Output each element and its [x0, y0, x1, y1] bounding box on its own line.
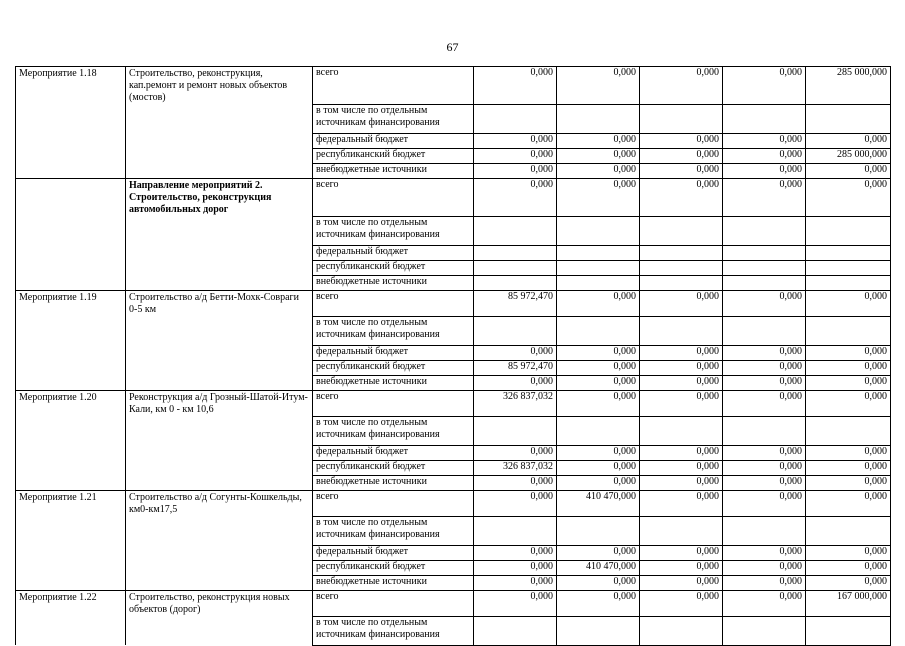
- measure-name-cell: [126, 475, 313, 491]
- amount-cell: 0,000: [557, 445, 640, 460]
- funding-source-label: в том числе по отдельным источникам финансирования: [313, 616, 474, 645]
- amount-cell: 0,000: [723, 445, 806, 460]
- amount-cell: 0,000: [557, 391, 640, 417]
- measure-name-cell: [126, 416, 313, 445]
- table-row: [16, 216, 891, 245]
- amount-cell: [806, 275, 891, 291]
- funding-source-label: республиканский бюджет: [313, 560, 474, 575]
- table-row: [16, 575, 891, 591]
- amount-cell: [640, 416, 723, 445]
- amount-cell: [806, 416, 891, 445]
- table-row: [16, 616, 891, 645]
- amount-cell: 0,000: [723, 575, 806, 591]
- amount-cell: 0,000: [723, 475, 806, 491]
- amount-cell: [640, 104, 723, 133]
- amount-cell: [806, 516, 891, 545]
- amount-cell: 0,000: [557, 475, 640, 491]
- table-row: [16, 475, 891, 491]
- measure-name-cell: [126, 460, 313, 475]
- amount-cell: 0,000: [640, 575, 723, 591]
- table-row: [16, 545, 891, 560]
- amount-cell: [474, 516, 557, 545]
- measure-code: [16, 179, 126, 217]
- amount-cell: [557, 316, 640, 345]
- funding-source-label: внебюджетные источники: [313, 275, 474, 291]
- amount-cell: 0,000: [640, 163, 723, 179]
- amount-cell: 0,000: [806, 345, 891, 360]
- measure-code: Мероприятие 1.18: [16, 67, 126, 105]
- table-row: [16, 516, 891, 545]
- funding-source-label: всего: [313, 391, 474, 417]
- measure-name: Строительство а/д Бетти-Мохк-Совраги 0-5 км: [126, 291, 313, 317]
- amount-cell: 0,000: [640, 133, 723, 148]
- measure-code-cell: [16, 148, 126, 163]
- measure-name-cell: [126, 616, 313, 645]
- funding-source-label: внебюджетные источники: [313, 575, 474, 591]
- amount-cell: 0,000: [806, 360, 891, 375]
- measure-code-cell: [16, 316, 126, 345]
- amount-cell: 0,000: [806, 133, 891, 148]
- amount-cell: [806, 104, 891, 133]
- funding-source-label: республиканский бюджет: [313, 260, 474, 275]
- amount-cell: [640, 216, 723, 245]
- amount-cell: 0,000: [474, 475, 557, 491]
- measure-code-cell: [16, 260, 126, 275]
- measure-name-cell: [126, 560, 313, 575]
- amount-cell: [640, 275, 723, 291]
- measure-name-cell: [126, 445, 313, 460]
- funding-source-label: всего: [313, 67, 474, 105]
- amount-cell: [474, 104, 557, 133]
- amount-cell: 0,000: [474, 560, 557, 575]
- amount-cell: 0,000: [474, 163, 557, 179]
- measure-name: Строительство, реконструкция новых объектов (дорог): [126, 591, 313, 617]
- funding-source-label: федеральный бюджет: [313, 133, 474, 148]
- amount-cell: [723, 245, 806, 260]
- measure-code-cell: [16, 616, 126, 645]
- amount-cell: 0,000: [640, 345, 723, 360]
- table-row: [16, 591, 891, 617]
- amount-cell: 0,000: [474, 445, 557, 460]
- amount-cell: 0,000: [557, 345, 640, 360]
- measure-name-cell: [126, 133, 313, 148]
- measure-name-cell: [126, 545, 313, 560]
- amount-cell: [557, 516, 640, 545]
- amount-cell: [640, 260, 723, 275]
- amount-cell: [806, 616, 891, 645]
- amount-cell: 0,000: [723, 179, 806, 217]
- amount-cell: 0,000: [723, 460, 806, 475]
- amount-cell: 0,000: [640, 375, 723, 391]
- table-row: [16, 291, 891, 317]
- amount-cell: [557, 416, 640, 445]
- amount-cell: 85 972,470: [474, 291, 557, 317]
- funding-source-label: федеральный бюджет: [313, 545, 474, 560]
- amount-cell: 0,000: [723, 345, 806, 360]
- amount-cell: [640, 516, 723, 545]
- amount-cell: 0,000: [557, 375, 640, 391]
- amount-cell: 0,000: [640, 560, 723, 575]
- amount-cell: 0,000: [806, 375, 891, 391]
- table-row: [16, 67, 891, 105]
- table-row: [16, 133, 891, 148]
- table-row: [16, 491, 891, 517]
- amount-cell: 0,000: [474, 375, 557, 391]
- table-row: [16, 104, 891, 133]
- amount-cell: [806, 260, 891, 275]
- amount-cell: 0,000: [474, 148, 557, 163]
- amount-cell: 0,000: [640, 460, 723, 475]
- measure-name-cell: [126, 245, 313, 260]
- funding-source-label: внебюджетные источники: [313, 475, 474, 491]
- amount-cell: 0,000: [640, 291, 723, 317]
- measure-name-cell: [126, 216, 313, 245]
- funding-source-label: республиканский бюджет: [313, 460, 474, 475]
- amount-cell: 0,000: [806, 445, 891, 460]
- amount-cell: 0,000: [806, 475, 891, 491]
- amount-cell: [557, 245, 640, 260]
- amount-cell: 0,000: [557, 67, 640, 105]
- amount-cell: 0,000: [723, 67, 806, 105]
- amount-cell: 410 470,000: [557, 491, 640, 517]
- amount-cell: 0,000: [723, 291, 806, 317]
- funding-source-label: в том числе по отдельным источникам финансирования: [313, 416, 474, 445]
- amount-cell: 0,000: [474, 67, 557, 105]
- amount-cell: 0,000: [640, 67, 723, 105]
- funding-source-label: всего: [313, 491, 474, 517]
- measure-name-cell: [126, 163, 313, 179]
- amount-cell: 0,000: [640, 545, 723, 560]
- amount-cell: 0,000: [640, 179, 723, 217]
- amount-cell: 0,000: [640, 148, 723, 163]
- table-row: [16, 460, 891, 475]
- measure-code-cell: [16, 375, 126, 391]
- table-row: [16, 560, 891, 575]
- amount-cell: 0,000: [640, 491, 723, 517]
- measure-code-cell: [16, 516, 126, 545]
- table-row: [16, 275, 891, 291]
- amount-cell: [806, 316, 891, 345]
- amount-cell: [640, 616, 723, 645]
- amount-cell: [723, 516, 806, 545]
- amount-cell: 0,000: [806, 291, 891, 317]
- amount-cell: [640, 316, 723, 345]
- table-row: [16, 260, 891, 275]
- amount-cell: [723, 216, 806, 245]
- amount-cell: [474, 316, 557, 345]
- amount-cell: 0,000: [557, 163, 640, 179]
- table-row: [16, 345, 891, 360]
- amount-cell: 0,000: [723, 375, 806, 391]
- measure-code-cell: [16, 560, 126, 575]
- amount-cell: 0,000: [557, 133, 640, 148]
- funding-source-label: в том числе по отдельным источникам финансирования: [313, 104, 474, 133]
- amount-cell: [640, 245, 723, 260]
- funding-source-label: республиканский бюджет: [313, 148, 474, 163]
- funding-source-label: в том числе по отдельным источникам финансирования: [313, 316, 474, 345]
- amount-cell: 0,000: [723, 133, 806, 148]
- table-row: [16, 416, 891, 445]
- amount-cell: 0,000: [557, 591, 640, 617]
- amount-cell: [723, 416, 806, 445]
- measure-name: Направление мероприятий 2. Строительство, реконструкция автомобильных дорог: [126, 179, 313, 217]
- amount-cell: [474, 416, 557, 445]
- measure-code: Мероприятие 1.21: [16, 491, 126, 517]
- funding-source-label: всего: [313, 591, 474, 617]
- amount-cell: 0,000: [806, 491, 891, 517]
- budget-table: [15, 66, 891, 646]
- measure-code-cell: [16, 475, 126, 491]
- page-number: 67: [446, 40, 459, 54]
- amount-cell: [557, 260, 640, 275]
- amount-cell: [474, 616, 557, 645]
- funding-source-label: федеральный бюджет: [313, 345, 474, 360]
- amount-cell: 85 972,470: [474, 360, 557, 375]
- amount-cell: [557, 616, 640, 645]
- amount-cell: [723, 616, 806, 645]
- measure-code-cell: [16, 245, 126, 260]
- amount-cell: [474, 216, 557, 245]
- amount-cell: 285 000,000: [806, 67, 891, 105]
- table-row: [16, 445, 891, 460]
- amount-cell: 0,000: [474, 591, 557, 617]
- measure-code-cell: [16, 445, 126, 460]
- amount-cell: 0,000: [474, 491, 557, 517]
- amount-cell: 0,000: [474, 179, 557, 217]
- amount-cell: 0,000: [640, 445, 723, 460]
- funding-source-label: внебюджетные источники: [313, 375, 474, 391]
- amount-cell: [723, 275, 806, 291]
- amount-cell: 0,000: [474, 545, 557, 560]
- amount-cell: 0,000: [557, 360, 640, 375]
- amount-cell: [474, 245, 557, 260]
- measure-code-cell: [16, 360, 126, 375]
- amount-cell: 0,000: [557, 179, 640, 217]
- measure-code-cell: [16, 216, 126, 245]
- measure-name-cell: [126, 316, 313, 345]
- measure-code-cell: [16, 545, 126, 560]
- amount-cell: 0,000: [723, 148, 806, 163]
- amount-cell: 0,000: [806, 460, 891, 475]
- amount-cell: 0,000: [557, 575, 640, 591]
- amount-cell: 326 837,032: [474, 460, 557, 475]
- funding-source-label: республиканский бюджет: [313, 360, 474, 375]
- amount-cell: 410 470,000: [557, 560, 640, 575]
- measure-name-cell: [126, 575, 313, 591]
- measure-name-cell: [126, 275, 313, 291]
- table-row: [16, 179, 891, 217]
- amount-cell: [723, 260, 806, 275]
- measure-code-cell: [16, 345, 126, 360]
- measure-code-cell: [16, 133, 126, 148]
- measure-name-cell: [126, 360, 313, 375]
- funding-source-label: всего: [313, 179, 474, 217]
- measure-name-cell: [126, 375, 313, 391]
- amount-cell: 0,000: [557, 148, 640, 163]
- measure-name-cell: [126, 260, 313, 275]
- measure-name: Строительство, реконструкция, кап.ремонт и ремонт новых объектов (мостов): [126, 67, 313, 105]
- measure-name-cell: [126, 148, 313, 163]
- table-row: [16, 375, 891, 391]
- measure-code: Мероприятие 1.22: [16, 591, 126, 617]
- amount-cell: 0,000: [474, 575, 557, 591]
- amount-cell: 0,000: [723, 391, 806, 417]
- measure-code: Мероприятие 1.19: [16, 291, 126, 317]
- amount-cell: 0,000: [723, 591, 806, 617]
- measure-code-cell: [16, 104, 126, 133]
- amount-cell: [806, 216, 891, 245]
- measure-code-cell: [16, 460, 126, 475]
- amount-cell: [723, 316, 806, 345]
- funding-source-label: в том числе по отдельным источникам финансирования: [313, 216, 474, 245]
- amount-cell: 0,000: [723, 163, 806, 179]
- amount-cell: 0,000: [557, 291, 640, 317]
- funding-source-label: в том числе по отдельным источникам финансирования: [313, 516, 474, 545]
- amount-cell: 0,000: [640, 391, 723, 417]
- table-row: [16, 360, 891, 375]
- amount-cell: [557, 104, 640, 133]
- funding-source-label: внебюджетные источники: [313, 163, 474, 179]
- table-row: [16, 316, 891, 345]
- amount-cell: 0,000: [640, 360, 723, 375]
- amount-cell: 0,000: [557, 460, 640, 475]
- amount-cell: 0,000: [806, 545, 891, 560]
- table-row: [16, 148, 891, 163]
- amount-cell: [474, 275, 557, 291]
- measure-code-cell: [16, 416, 126, 445]
- amount-cell: 0,000: [723, 360, 806, 375]
- amount-cell: 0,000: [723, 545, 806, 560]
- amount-cell: [723, 104, 806, 133]
- amount-cell: [806, 245, 891, 260]
- measure-name: Реконструкция а/д Грозный-Шатой-Итум-Кали, км 0 - км 10,6: [126, 391, 313, 417]
- amount-cell: 0,000: [474, 345, 557, 360]
- amount-cell: 285 000,000: [806, 148, 891, 163]
- measure-name: Строительство а/д Согунты-Кошкельды, км0-км17,5: [126, 491, 313, 517]
- amount-cell: 0,000: [557, 545, 640, 560]
- table-row: [16, 391, 891, 417]
- measure-code: Мероприятие 1.20: [16, 391, 126, 417]
- amount-cell: 0,000: [640, 591, 723, 617]
- funding-source-label: федеральный бюджет: [313, 445, 474, 460]
- amount-cell: 0,000: [806, 560, 891, 575]
- amount-cell: 0,000: [806, 179, 891, 217]
- funding-source-label: всего: [313, 291, 474, 317]
- amount-cell: [557, 216, 640, 245]
- table-row: [16, 245, 891, 260]
- amount-cell: 0,000: [640, 475, 723, 491]
- amount-cell: 0,000: [806, 575, 891, 591]
- amount-cell: [474, 260, 557, 275]
- measure-name-cell: [126, 104, 313, 133]
- funding-source-label: федеральный бюджет: [313, 245, 474, 260]
- table-row: [16, 163, 891, 179]
- measure-code-cell: [16, 275, 126, 291]
- amount-cell: [557, 275, 640, 291]
- amount-cell: 0,000: [806, 391, 891, 417]
- amount-cell: 0,000: [474, 133, 557, 148]
- amount-cell: 0,000: [723, 560, 806, 575]
- amount-cell: 0,000: [723, 491, 806, 517]
- amount-cell: 326 837,032: [474, 391, 557, 417]
- measure-name-cell: [126, 516, 313, 545]
- amount-cell: 0,000: [806, 163, 891, 179]
- measure-code-cell: [16, 163, 126, 179]
- amount-cell: 167 000,000: [806, 591, 891, 617]
- measure-name-cell: [126, 345, 313, 360]
- measure-code-cell: [16, 575, 126, 591]
